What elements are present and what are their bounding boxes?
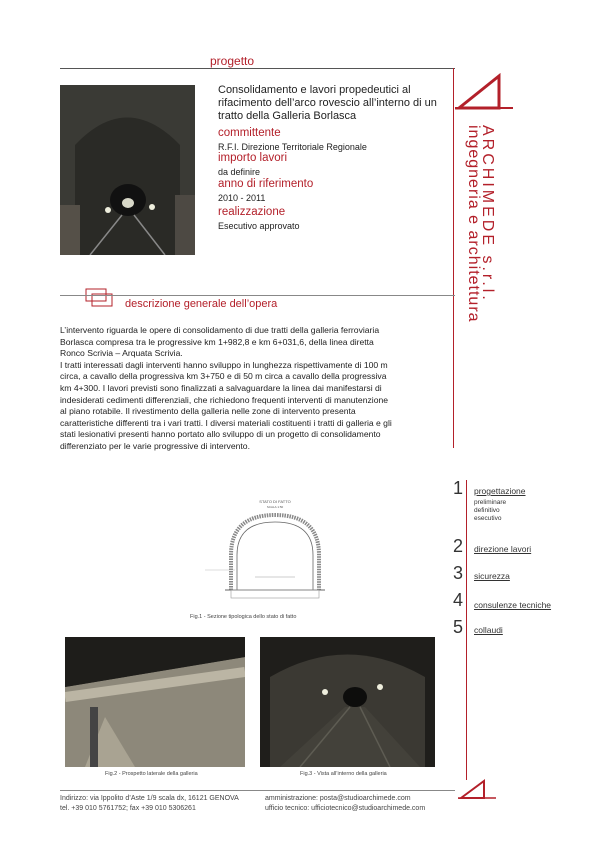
- project-title: Consolidamento e lavori propedeutici al rifacimento dell’arco rovescio all’interno di un tratto della Galleria Borlasca: [218, 84, 437, 122]
- nav-number-2: 2: [453, 536, 464, 556]
- committente-label: committente: [218, 127, 281, 139]
- fig3-caption: Fig.3 - Vista all’interno della galleria: [300, 771, 387, 777]
- section-title: progetto: [210, 54, 255, 68]
- nav-item-sicurezza[interactable]: sicurezza: [474, 571, 510, 581]
- archimede-footer-logo-icon: [458, 778, 498, 800]
- importo-label: importo lavori: [218, 152, 288, 164]
- tunnel-photo: [60, 85, 195, 255]
- nav-number-1: 1: [453, 478, 464, 498]
- nav-item-progettazione[interactable]: progettazione: [474, 486, 526, 496]
- nav-item-consulenze[interactable]: consulenze tecniche: [474, 600, 552, 610]
- footer-address-line1: Indirizzo: via Ippolito d’Aste 1/9 scala dx, 16121 GENOVA: [60, 795, 239, 802]
- nav-sub-preliminare[interactable]: preliminare: [474, 499, 507, 506]
- nav-sub-esecutivo[interactable]: esecutivo: [474, 515, 502, 522]
- committente-value: R.F.I. Direzione Territoriale Regionale: [218, 142, 367, 152]
- footer-tech-email[interactable]: ufficio tecnico: ufficiotecnico@studioarchimede.com: [265, 804, 426, 812]
- footer-admin-email[interactable]: amministrazione: posta@studioarchimede.com: [265, 795, 411, 802]
- nav-number-5: 5: [453, 617, 464, 637]
- brand-tagline: ingegneria e architettura: [465, 125, 482, 323]
- tunnel-wall-photo: [65, 637, 245, 767]
- realizzazione-value: Esecutivo approvato: [218, 221, 300, 231]
- footer-phone-line: tel. +39 010 5761752; fax +39 010 5306261: [60, 804, 196, 812]
- brand-vertical-rule: [453, 68, 454, 448]
- brand-name: ARCHIMEDE s.r.l.: [479, 125, 496, 303]
- nav-item-direzione-lavori[interactable]: direzione lavori: [474, 544, 532, 554]
- fig1-scale: SCALA 1:50: [266, 505, 284, 509]
- nav-number-3: 3: [453, 563, 464, 583]
- realizzazione-label: realizzazione: [218, 206, 286, 218]
- anno-label: anno di riferimento: [218, 178, 314, 190]
- section-marker-icon: [80, 288, 120, 308]
- anno-value: 2010 - 2011: [218, 193, 266, 203]
- nav-item-collaudi[interactable]: collaudi: [474, 625, 503, 635]
- description-body: L’intervento riguarda le opere di consolidamento di due tratti della galleria ferroviaria Borlasca compresa tra le progressive km 1+982,8 e km 6+031,6, della linea diretta Ronco Scrivia – Arquata Scrivia. I tratti interessati dagli interventi hanno sviluppo in lunghezza rispettivamente di 100 m circa, a cavallo della progressiva km 3+750 e di 50 m circa a cavallo della progressiva km 4+300. I lavori previsti sono finalizzati a salvaguardare la linea dai manifestarsi di indesiderati cedimenti differenziali, che richiedono frequenti interventi di manutenzione al piano rotabile. Il rivestimento della galleria nelle zone di intervento presenta caratteristiche differenti tra i vari tratti. I diversi materiali costituenti i tratti di galleria e gli stati lesionativi presenti hanno portato allo sviluppo di un progetto di consolidamento differenziato per le varie progressive di intervento.: [60, 325, 392, 451]
- archimede-logo-icon: [455, 72, 515, 112]
- importo-value: da definire: [218, 167, 261, 177]
- top-rule: [60, 68, 455, 69]
- footer-address: [60, 794, 239, 813]
- nav-number-4: 4: [453, 590, 464, 610]
- desc-rule: [60, 295, 455, 296]
- footer-rule: [60, 790, 455, 791]
- nav-vertical-rule: [466, 480, 467, 780]
- fig2-caption: Fig.2 - Prospetto laterale della galleria: [105, 771, 198, 777]
- nav-sub-definitivo[interactable]: definitivo: [474, 507, 500, 514]
- tunnel-interior-photo: [260, 637, 435, 767]
- description-heading: descrizione generale dell’opera: [125, 298, 278, 310]
- tunnel-section-drawing: [195, 495, 355, 605]
- fig1-title: STATO DI FATTO: [259, 499, 291, 504]
- fig1-caption: Fig.1 - Sezione tipologica dello stato di fatto: [190, 614, 297, 620]
- footer-contacts: [265, 794, 425, 813]
